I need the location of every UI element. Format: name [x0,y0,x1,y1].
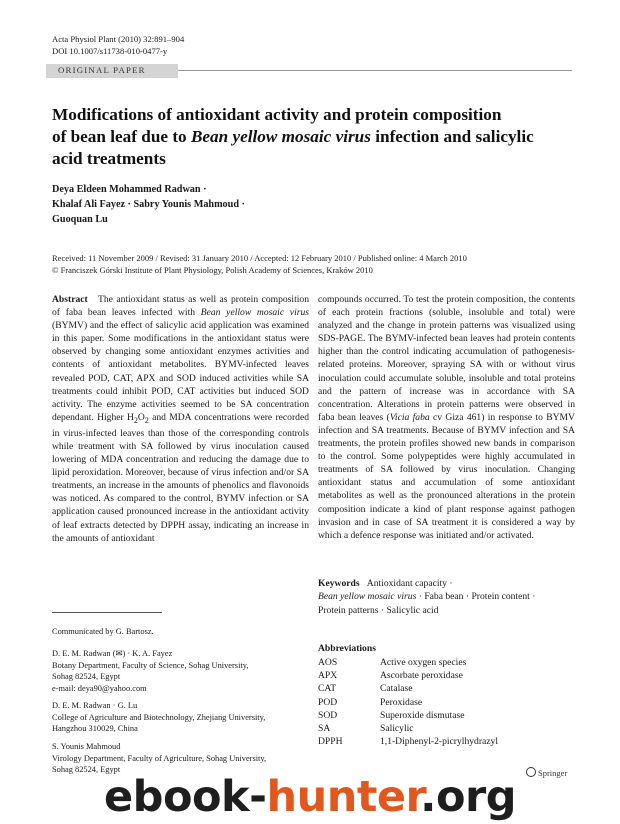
affiliation-3-dept: Virology Department, Faculty of Agriculture, Sohag University, [52,753,267,763]
affiliation-2 [52,700,312,735]
abstract-text-r1: compounds occurred. To test the protein composition, the contents of each protein fractions (soluble, insoluble and total) were analyzed and the change in protein patterns was visualized using SDS-PAGE. The BYMV-infected bean leaves had protein contents higher than the control indicating accumulation of pathogenesis-related proteins. Moreover, spraying SA with or without virus inoculation could accumulate soluble, insoluble and total proteins and the pattern of increase was in accordance with SA concentration. Alterations in protein patterns were observed in faba bean leaves ( [318,294,575,423]
abbreviation-definition: Superoxide dismutase [380,709,465,721]
journal-citation: Acta Physiol Plant (2010) 32:891–904 [52,34,185,44]
keywords-heading: Keywords [318,578,360,589]
affiliation-1-authors: D. E. M. Radwan (✉) · K. A. Fayez [52,649,173,658]
affiliation-3-authors: S. Younis Mahmoud [52,742,121,751]
abbreviation-row [318,709,498,722]
publisher-name: Springer [538,768,568,778]
abbreviation-row [318,735,498,748]
watermark-part-3: .org [420,772,516,822]
subscript-2b: 2 [144,415,149,425]
received-dates: Received: 11 November 2009 / Revised: 31 January 2010 / Accepted: 12 February 2010 / Published online: 4 March 2010 [52,253,467,263]
author-line-2: Khalaf Ali Fayez · Sabry Younis Mahmoud · [52,199,245,210]
abbreviation-term: POD [318,696,338,708]
abstract-left-column [52,293,309,545]
abbreviation-term: APX [318,670,338,682]
title-line-2-post: infection and salicylic [370,127,534,146]
abstract-virus-name: Bean yellow mosaic virus [200,307,309,319]
affiliation-2-city: Hangzhou 310029, China [52,724,138,733]
affiliation-1 [52,648,312,694]
subscript-2: 2 [133,415,138,425]
copyright-line: © Franciszek Górski Institute of Plant Physiology, Polish Academy of Sciences, Kraków 2010 [52,265,373,276]
article-title [52,104,552,170]
abstract-text-2b: O [137,411,145,423]
abstract-heading: Abstract [52,294,88,305]
abbreviation-term: DPPH [318,736,343,748]
abbreviation-term: AOS [318,657,338,668]
abbreviation-row [318,722,498,735]
title-line-1: Modifications of antioxidant activity and protein composition [52,105,502,124]
abbreviation-term: CAT [318,683,337,695]
author-line-1: Deya Eldeen Mohammed Radwan · [52,184,207,195]
abbreviation-row [318,656,498,669]
article-type-banner [46,64,572,78]
abstract-text-r2: cv Giza 461) in response to BYMV infection and SA treatments. Because of BYMV infection and SA treatments, the protein profiles showed new bands in comparison to the control. Some polypeptides were highly accumulated in treatments of SA followed by virus inoculation. Changing antioxidant status and accumulation of some antioxidant metabolites as well as the pronounced alterations in the protein composition indicate a kind of plant response against pathogen invasion and in case of SA treatment it is considered a way by which a defence response was initiated and/or activated. [318,411,575,541]
communicated-by: Communicated by G. Bartosz. [52,627,154,636]
title-line-2-pre: of bean leaf due to [52,127,191,146]
watermark-part-2: hunter [266,772,421,822]
affiliation-2-authors: D. E. M. Radwan · G. Lu [52,701,138,710]
abbreviation-term: SA [318,723,331,735]
journal-doi: DOI 10.1007/s11738-010-0477-y [52,46,168,56]
abbreviation-definition: Catalase [380,683,413,695]
title-line-2 [52,126,552,148]
abbreviations-heading: Abbreviations [318,643,376,654]
abstract-text-2: (BYMV) and the effect of salicylic acid application was examined in this paper. Some modifications in the antioxidant status were observed by changing some antioxidant enzymes activities and contents of antioxidant metabolites. BYMV-infected leaves revealed POD, CAT, APX and SOD induced activities while SA treatments could inhibit POD, CAT activities but induced SOD activity. The enzyme activities seemed to be SA concentration dependant. Higher H [52,320,309,423]
title-virus-name: Bean yellow mosaic virus [190,127,371,146]
abbreviation-definition: Salicylic [380,723,414,735]
keywords-line-1: Antioxidant capacity · [366,578,453,589]
abbreviation-definition: Peroxidase [380,696,423,708]
affiliation-3 [52,741,312,776]
abbreviation-row [318,682,498,695]
watermark [0,772,620,822]
affiliation-1-dept: Botany Department, Faculty of Science, Sohag University, [52,660,249,670]
affiliation-1-city: Sohag 82524, Egypt [52,672,121,681]
abstract-text-1: The antioxidant status as well as protein composition of faba bean leaves infected with [52,294,309,319]
abbreviations-table [318,656,498,748]
abstract-species-name: Vicia faba [389,411,430,423]
watermark-part-1: ebook- [104,772,267,822]
footnote-separator [52,612,162,613]
article-type-label: ORIGINAL PAPER [58,65,146,75]
abbreviation-definition: 1,1-Diphenyl-2-picrylhydrazyl [380,736,499,748]
abbreviation-row [318,696,498,709]
affiliation-2-dept: College of Agriculture and Biotechnology, Zhejiang University, [52,712,266,722]
author-list [52,182,245,227]
keywords-line-3: Protein patterns · Salicylic acid [318,604,439,616]
abbreviation-definition: Active oxygen species [380,657,467,668]
affiliation-3-city: Sohag 82524, Egypt [52,765,121,774]
banner-rule [178,70,572,71]
author-line-3: Guoquan Lu [52,214,108,225]
abstract-right-column [318,293,575,542]
affiliation-1-email[interactable]: e-mail: deya90@yahoo.com [52,683,147,693]
title-line-3: acid treatments [52,149,166,168]
keyword-virus-name: Bean yellow mosaic virus [318,591,417,603]
publication-dates [52,252,467,276]
abbreviation-row [318,669,498,682]
abstract-text-3: and MDA concentrations were recorded in virus-infected leaves than those of the corresponding controls while treatment with SA followed by virus inoculation caused lowering of MDA concentration and reducing the damage due to lipid peroxidation. Moreover, because of virus infection and/or SA treatments, an increase in the amounts of phenolics and flavonoids was noticed. As compared to the control, BYMV infection or SA application caused pronounced increase in the antioxidant activity of leaf extracts detected by DPPH assay, indicating an increase in the amounts of antioxidant [52,411,309,544]
keywords-line-2: · Faba bean · Protein content · [416,591,536,603]
abbreviation-term: SOD [318,709,338,721]
journal-header [52,33,184,57]
keywords-block [318,577,575,617]
abbreviation-definition: Ascorbate peroxidase [380,670,463,682]
